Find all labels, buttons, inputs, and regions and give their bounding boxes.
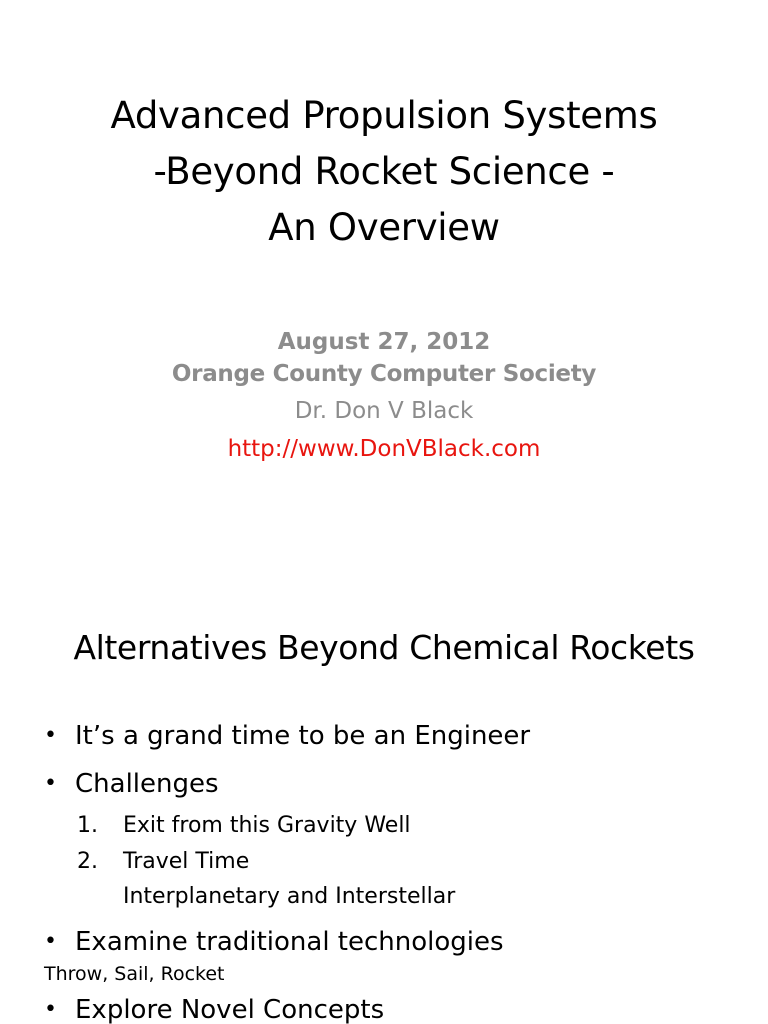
item-number: 1. (77, 813, 98, 838)
content-slide (0, 576, 768, 1024)
presentation-date: August 27, 2012 (277, 329, 491, 355)
presentation-title (0, 88, 768, 256)
bullet-list (44, 712, 530, 1024)
numbered-item (75, 844, 530, 914)
numbered-item (75, 808, 530, 844)
title-line-3: An Overview (268, 206, 500, 249)
website-link[interactable]: http://www.DonVBlack.com (227, 436, 541, 462)
item-continuation: Interplanetary and Interstellar (123, 884, 456, 909)
slide-title: Alternatives Beyond Chemical Rockets (73, 628, 695, 667)
bullet-item (44, 918, 530, 986)
bullet-text: Challenges (75, 769, 219, 799)
author-name: Dr. Don V Black (294, 398, 474, 424)
bullet-marker: • (44, 929, 57, 954)
presentation-subtitle (0, 325, 768, 467)
sublist-container (44, 808, 530, 914)
title-line-1: Advanced Propulsion Systems (110, 94, 658, 137)
bullet-marker: • (44, 997, 57, 1022)
title-line-2: -Beyond Rocket Science - (153, 150, 615, 193)
item-text: Travel Time (123, 849, 250, 874)
bullet-item (44, 986, 530, 1024)
organization-name: Orange County Computer Society (171, 361, 597, 387)
bullet-text: Explore Novel Concepts (75, 995, 385, 1024)
bullet-text: Examine traditional technologies (75, 927, 504, 957)
item-text: Exit from this Gravity Well (123, 813, 411, 838)
bullet-item (44, 712, 530, 760)
bullet-text: It’s a grand time to be an Engineer (75, 721, 531, 751)
bullet-marker: • (44, 771, 57, 796)
bullet-note: Throw, Sail, Rocket (44, 963, 225, 985)
item-number: 2. (77, 849, 98, 874)
numbered-list (75, 808, 530, 914)
bullet-marker: • (44, 723, 57, 748)
bullet-item (44, 760, 530, 808)
